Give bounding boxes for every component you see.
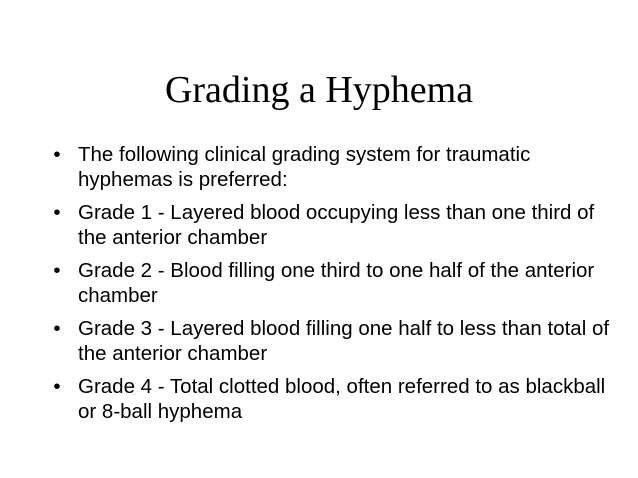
bullet-text: Grade 2 - Blood filling one third to one half of the anterior chamber bbox=[78, 259, 595, 307]
bullet-dot-icon: • bbox=[53, 201, 61, 224]
bullet-dot-icon: • bbox=[53, 143, 61, 166]
bullet-text: Grade 4 - Total clotted blood, often referred to as blackball or 8-ball hyphema bbox=[78, 375, 606, 423]
bullet-dot-icon: • bbox=[53, 259, 61, 282]
bullet-item bbox=[50, 258, 610, 308]
bullet-item bbox=[50, 200, 610, 250]
bullet-text: The following clinical grading system for traumatic hyphemas is preferred: bbox=[78, 143, 531, 191]
bullet-dot-icon: • bbox=[53, 317, 61, 340]
slide-title: Grading a Hyphema bbox=[164, 69, 474, 111]
bullet-list bbox=[50, 142, 610, 432]
bullet-item bbox=[50, 142, 610, 192]
bullet-dot-icon: • bbox=[53, 375, 61, 398]
bullet-item bbox=[50, 316, 610, 366]
bullet-text: Grade 1 - Layered blood occupying less than one third of the anterior chamber bbox=[78, 201, 595, 249]
bullet-text: Grade 3 - Layered blood filling one half to less than total of the anterior chamber bbox=[78, 317, 610, 365]
bullet-item bbox=[50, 374, 610, 424]
